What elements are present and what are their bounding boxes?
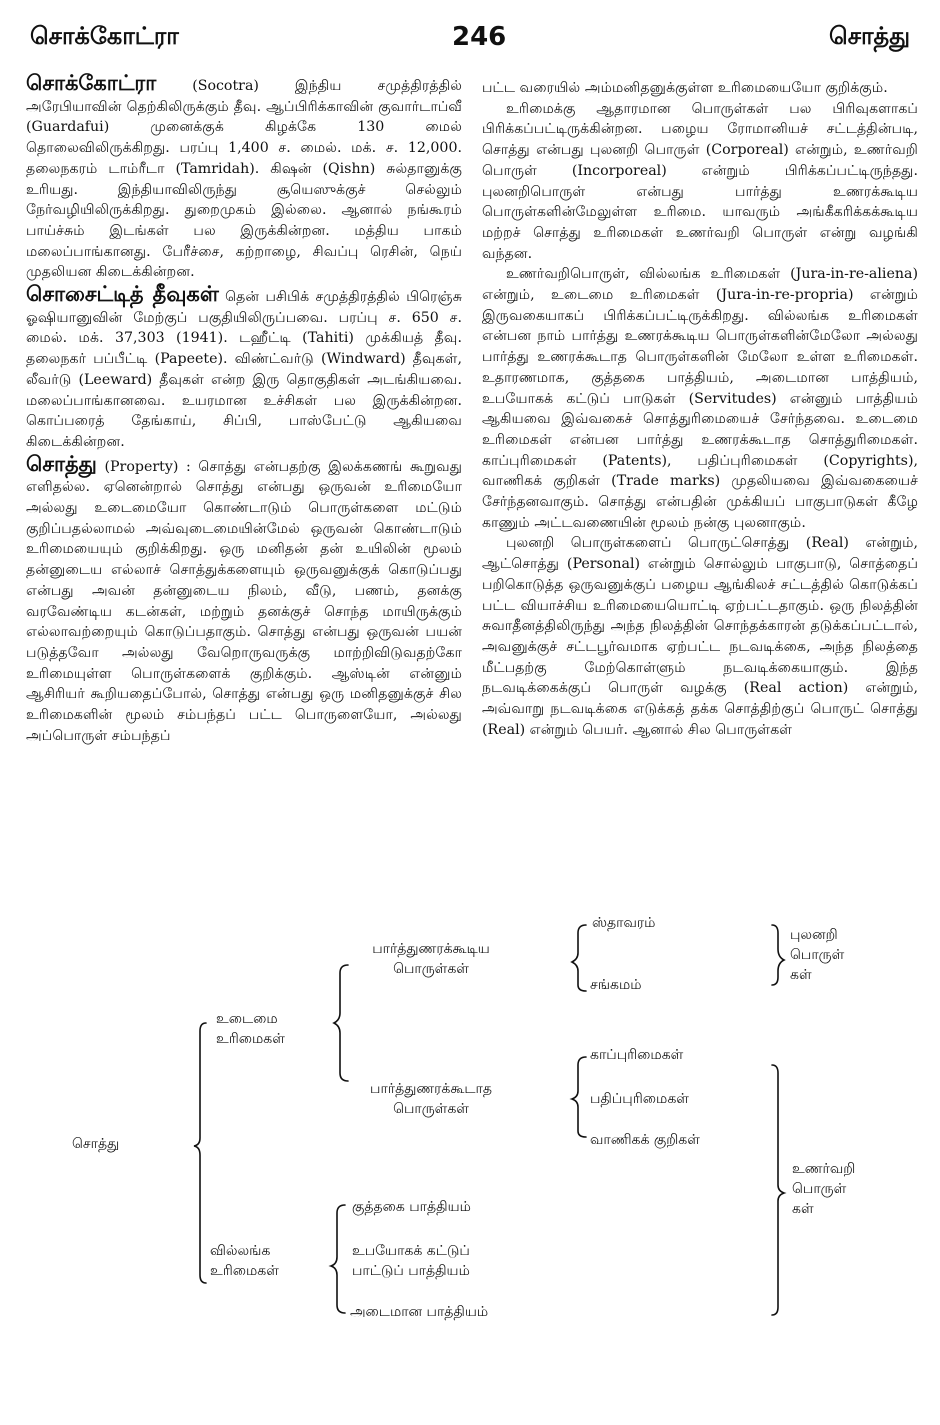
entry-socotra-body: (Socotra) இந்திய சமுத்திரத்தில் அரேபியாவின் தெற்கிலிருக்கும் தீவு. ஆப்பிரிக்காவின் குவார்டாப்வீ (Guardafui) முனைக்குக் கிழக்கே 130 மைல் தொலைவிலிருக்கிறது. பரப்பு 1,400 ச. மைல். மக். ச. 12,000. தலைநகரம் டாம்ரீடா (Tamridah). கிஷன் (Qishn) சுல்தானுக்கு உரியது. இந்தியாவிலிருந்து சூயெஸுக்குச் செல்லும் நேர்வழியிலிருக்கிறது. துறைமுகம் இல்லை. ஆனால் நங்கூரம் பாய்ச்சும் இடங்கள் பல இருக்கின்றன. மத்திய பாகம் மலைப்பாங்கானது. பேரீச்சை, கற்றாழை, சிவப்பு ரெசின், நெய் முதலியன கிடைக்கின்றன.	[26, 78, 462, 281]
node-servitudes	[352, 1241, 470, 1281]
node-corporeal-line3: கள்	[790, 967, 812, 983]
node-ownership-rights-line1: உடைமை	[216, 1011, 278, 1027]
node-corporeal	[790, 925, 844, 985]
node-corporeal-line1: புலனறி	[790, 927, 838, 943]
node-incorporeal-line3: கள்	[792, 1201, 814, 1217]
node-encumbrance-rights	[210, 1241, 279, 1281]
entry-socotra	[26, 73, 462, 283]
node-immovable: ஸ்தாவரம்	[592, 915, 656, 931]
paragraph-jura: உணர்வறிபொருள், வில்லங்க உரிமைகள் (Jura-in-re-aliena) என்றும், உடைமை உரிமைகள் (Jura-in-re-propria) என்றும் இருவகையாகப் பிரிக்கப்பட்டிருக்கிறது. வில்லங்க உரிமைகள் என்பன நாம் பார்த்து உணரக்கூடிய பொருள்களின்மேலோ அல்லது பார்த்து உணரக்கூடாத பொருள்களின் மேலோ உள்ள உரிமைகள். உதாரணமாக, குத்தகை பாத்தியம், அடைமான பாத்தியம், உபயோகக் கட்டுப் பாடுகள் (Servitudes) என்னும் பாத்தியம் ஆகியவை இவ்வகைச் சொத்துரிமையைச் சேர்ந்தவை. உடைமை உரிமைகள் என்பன பார்த்து உணரக்கூடாத சொத்துரிமைகள். காப்புரிமைகள் (Patents), பதிப்புரிமைகள் (Copyrights), வாணிகக் குறிகள் (Trade marks) முதலியவை இவ்வகையைச் சேர்ந்தனவாகும். சொத்து என்பதின் முக்கியப் பாகுபாடுகள் கீழே காணும் அட்டவணையின் மூலம் நன்கு புலனாகும்.	[482, 266, 918, 531]
entry-society-islands	[26, 284, 462, 453]
node-encumbrance-rights-line2: உரிமைகள்	[210, 1263, 279, 1279]
node-ownership-rights-line2: உரிமைகள்	[216, 1031, 285, 1047]
node-property: சொத்து	[72, 1136, 120, 1152]
node-lease-right: குத்தகை பாத்தியம்	[352, 1199, 471, 1215]
headword-socotra: சொக்கோட்ரா	[26, 71, 157, 95]
node-patents: காப்புரிமைகள்	[590, 1047, 684, 1063]
node-trademarks: வாணிகக் குறிகள்	[590, 1132, 700, 1148]
entry-property	[26, 451, 462, 747]
node-mortgage-right: அடைமான பாத்தியம்	[350, 1304, 489, 1320]
property-classification-diagram	[0, 905, 940, 1325]
node-tangible-things	[346, 939, 516, 979]
right-column	[482, 78, 918, 741]
node-tangible-things-line1: பார்த்துணரக்கூடிய	[372, 941, 490, 957]
node-corporeal-line2: பொருள்	[790, 947, 845, 963]
node-intangible-things	[346, 1079, 516, 1119]
paragraph-real-personal: புலனறி பொருள்களைப் பொருட்சொத்து (Real) என்றும், ஆட்சொத்து (Personal) என்றும் சொல்லும் பாகுபாடு, சொத்தைப் பறிகொடுத்த ஒருவனுக்குப் பழைய ஆங்கிலச் சட்டத்தில் கொடுக்கப் பட்ட வியாச்சிய உரிமையையொட்டி ஏற்பட்டதாகும். ஒரு நிலத்தின் சுவாதீனத்திலிருந்து அந்த நிலத்தின் சொந்தக்காரன் தடுக்கப்பட்டால், அவனுக்குச் சட்டபூர்வமாக ஏற்பட்ட நடவடிக்கை, அந்த நிலத்தை மீட்பதற்கு மேற்கொள்ளும் நடவடிக்கையாகும். இந்த நடவடிக்கைக்குப் பொருள் வழக்கு (Real action) என்றும், அவ்வாறு நடவடிக்கை எடுக்கத் தக்க சொத்திற்குப் பொருட் சொத்து (Real) என்றும் பெயர். ஆனால் சில பொருள்கள்	[482, 535, 918, 738]
running-head-left: சொக்கோட்ரா	[30, 22, 179, 50]
page-number: 246	[452, 22, 507, 52]
node-intangible-things-line2: பொருள்கள்	[393, 1101, 469, 1117]
paragraph-classification: உரிமைக்கு ஆதாரமான பொருள்கள் பல பிரிவுகளாகப் பிரிக்கப்பட்டிருக்கின்றன. பழைய ரோமானியச் சட்டத்தின்படி, சொத்து என்பது புலனறி பொருள் (Corporeal) என்றும், உணர்வறி பொருள் (Incorporeal) என்றும் பிரிக்கப்பட்டிருந்தது. புலனறிபொருள் என்பது பார்த்து உணரக்கூடிய பொருள்களின்மேலுள்ள உரிமை. யாவரும் அங்கீகரிக்கக்கூடிய மற்றச் சொத்து உரிமைகள் உணர்வறி பொருள் என்று வழங்கி வந்தன.	[482, 100, 918, 262]
node-copyrights: பதிப்புரிமைகள்	[590, 1091, 689, 1107]
entry-property-body: (Property) : சொத்து என்பதற்கு இலக்கணங் கூறுவது எளிதல்ல. ஏனென்றால் சொத்து என்பது ஒருவன் உரிமையோ அல்லது உடைமையோ கொண்டாடும் பொருள்களை மட்டும் குறிப்பதல்லாமல் அவ்வுடைமையின்மேல் ஒருவன் கொண்டாடும் உரிமையையும் குறிக்கிறது. ஒரு மனிதன் தன் உயிலின் மூலம் தன்னுடைய எல்லாச் சொத்துக்களையும் ஒருவனுக்குக் கொடுப்பது என்பது அவன் தன்னுடைய நிலம், வீடு, பணம், தனக்கு வரவேண்டிய கடன்கள், மற்றும் தனக்குச் சொந்த மாயிருக்கும் எல்லாவற்றையும் கொடுப்பதாகும். சொத்து என்பது ஒருவன் பயன் படுத்தவோ அல்லது வேறொருவருக்கு மாற்றிவிடுவதற்கோ உரிமையுள்ள பொருள்களைக் குறிக்கும். ஆஸ்டின் என்னும் ஆசிரியர் கூறியதைப்போல், சொத்து என்பது ஒரு மனிதனுக்குச் சில உரிமைகளின் மூலம் சம்பந்தப் பட்ட பொருளையோ, அல்லது அப்பொருள் சம்பந்தப்	[26, 458, 462, 744]
node-encumbrance-rights-line1: வில்லங்க	[210, 1243, 271, 1259]
headword-property: சொத்து	[26, 451, 97, 476]
node-servitudes-line2: பாட்டுப் பாத்தியம்	[352, 1263, 470, 1279]
node-intangible-things-line1: பார்த்துணரக்கூடாத	[370, 1081, 492, 1097]
node-movable: சங்கமம்	[590, 977, 642, 993]
paragraph-continuation: பட்ட வரையில் அம்மனிதனுக்குள்ள உரிமையையோ குறிக்கும்.	[482, 80, 888, 96]
node-incorporeal-line1: உணர்வறி	[792, 1161, 856, 1177]
node-servitudes-line1: உபயோகக் கட்டுப்	[352, 1243, 470, 1259]
node-incorporeal-line2: பொருள்	[792, 1181, 847, 1197]
node-tangible-things-line2: பொருள்கள்	[393, 961, 469, 977]
node-incorporeal	[792, 1159, 855, 1219]
running-head-right: சொத்து	[829, 22, 910, 50]
node-ownership-rights	[216, 1009, 285, 1049]
entry-society-islands-body: தென் பசிபிக் சமுத்திரத்தில் பிரெஞ்சு ஓஷியானுவின் மேற்குப் பகுதியிலிருப்பவை. பரப்பு ச. 650 ச. மைல். மக். 37,303 (1941). டஹீட்டி (Tahiti) முக்கியத் தீவு. தலைநகர் பப்பீட்டி (Papeete). விண்ட்வர்டு (Windward) தீவுகள், லீவர்டு (Leeward) தீவுகள் என்ற இரு தொகுதிகள் அடங்கியவை. மலைப்பாங்கானவை. உயரமான உச்சிகள் பல இருக்கின்றன. கொப்பரைத் தேங்காய், சிப்பி, பாஸ்பேட்டு ஆகியவை கிடைக்கின்றன.	[26, 289, 462, 450]
left-column	[26, 72, 462, 747]
headword-society-islands: சொசைட்டித் தீவுகள்	[26, 282, 219, 307]
